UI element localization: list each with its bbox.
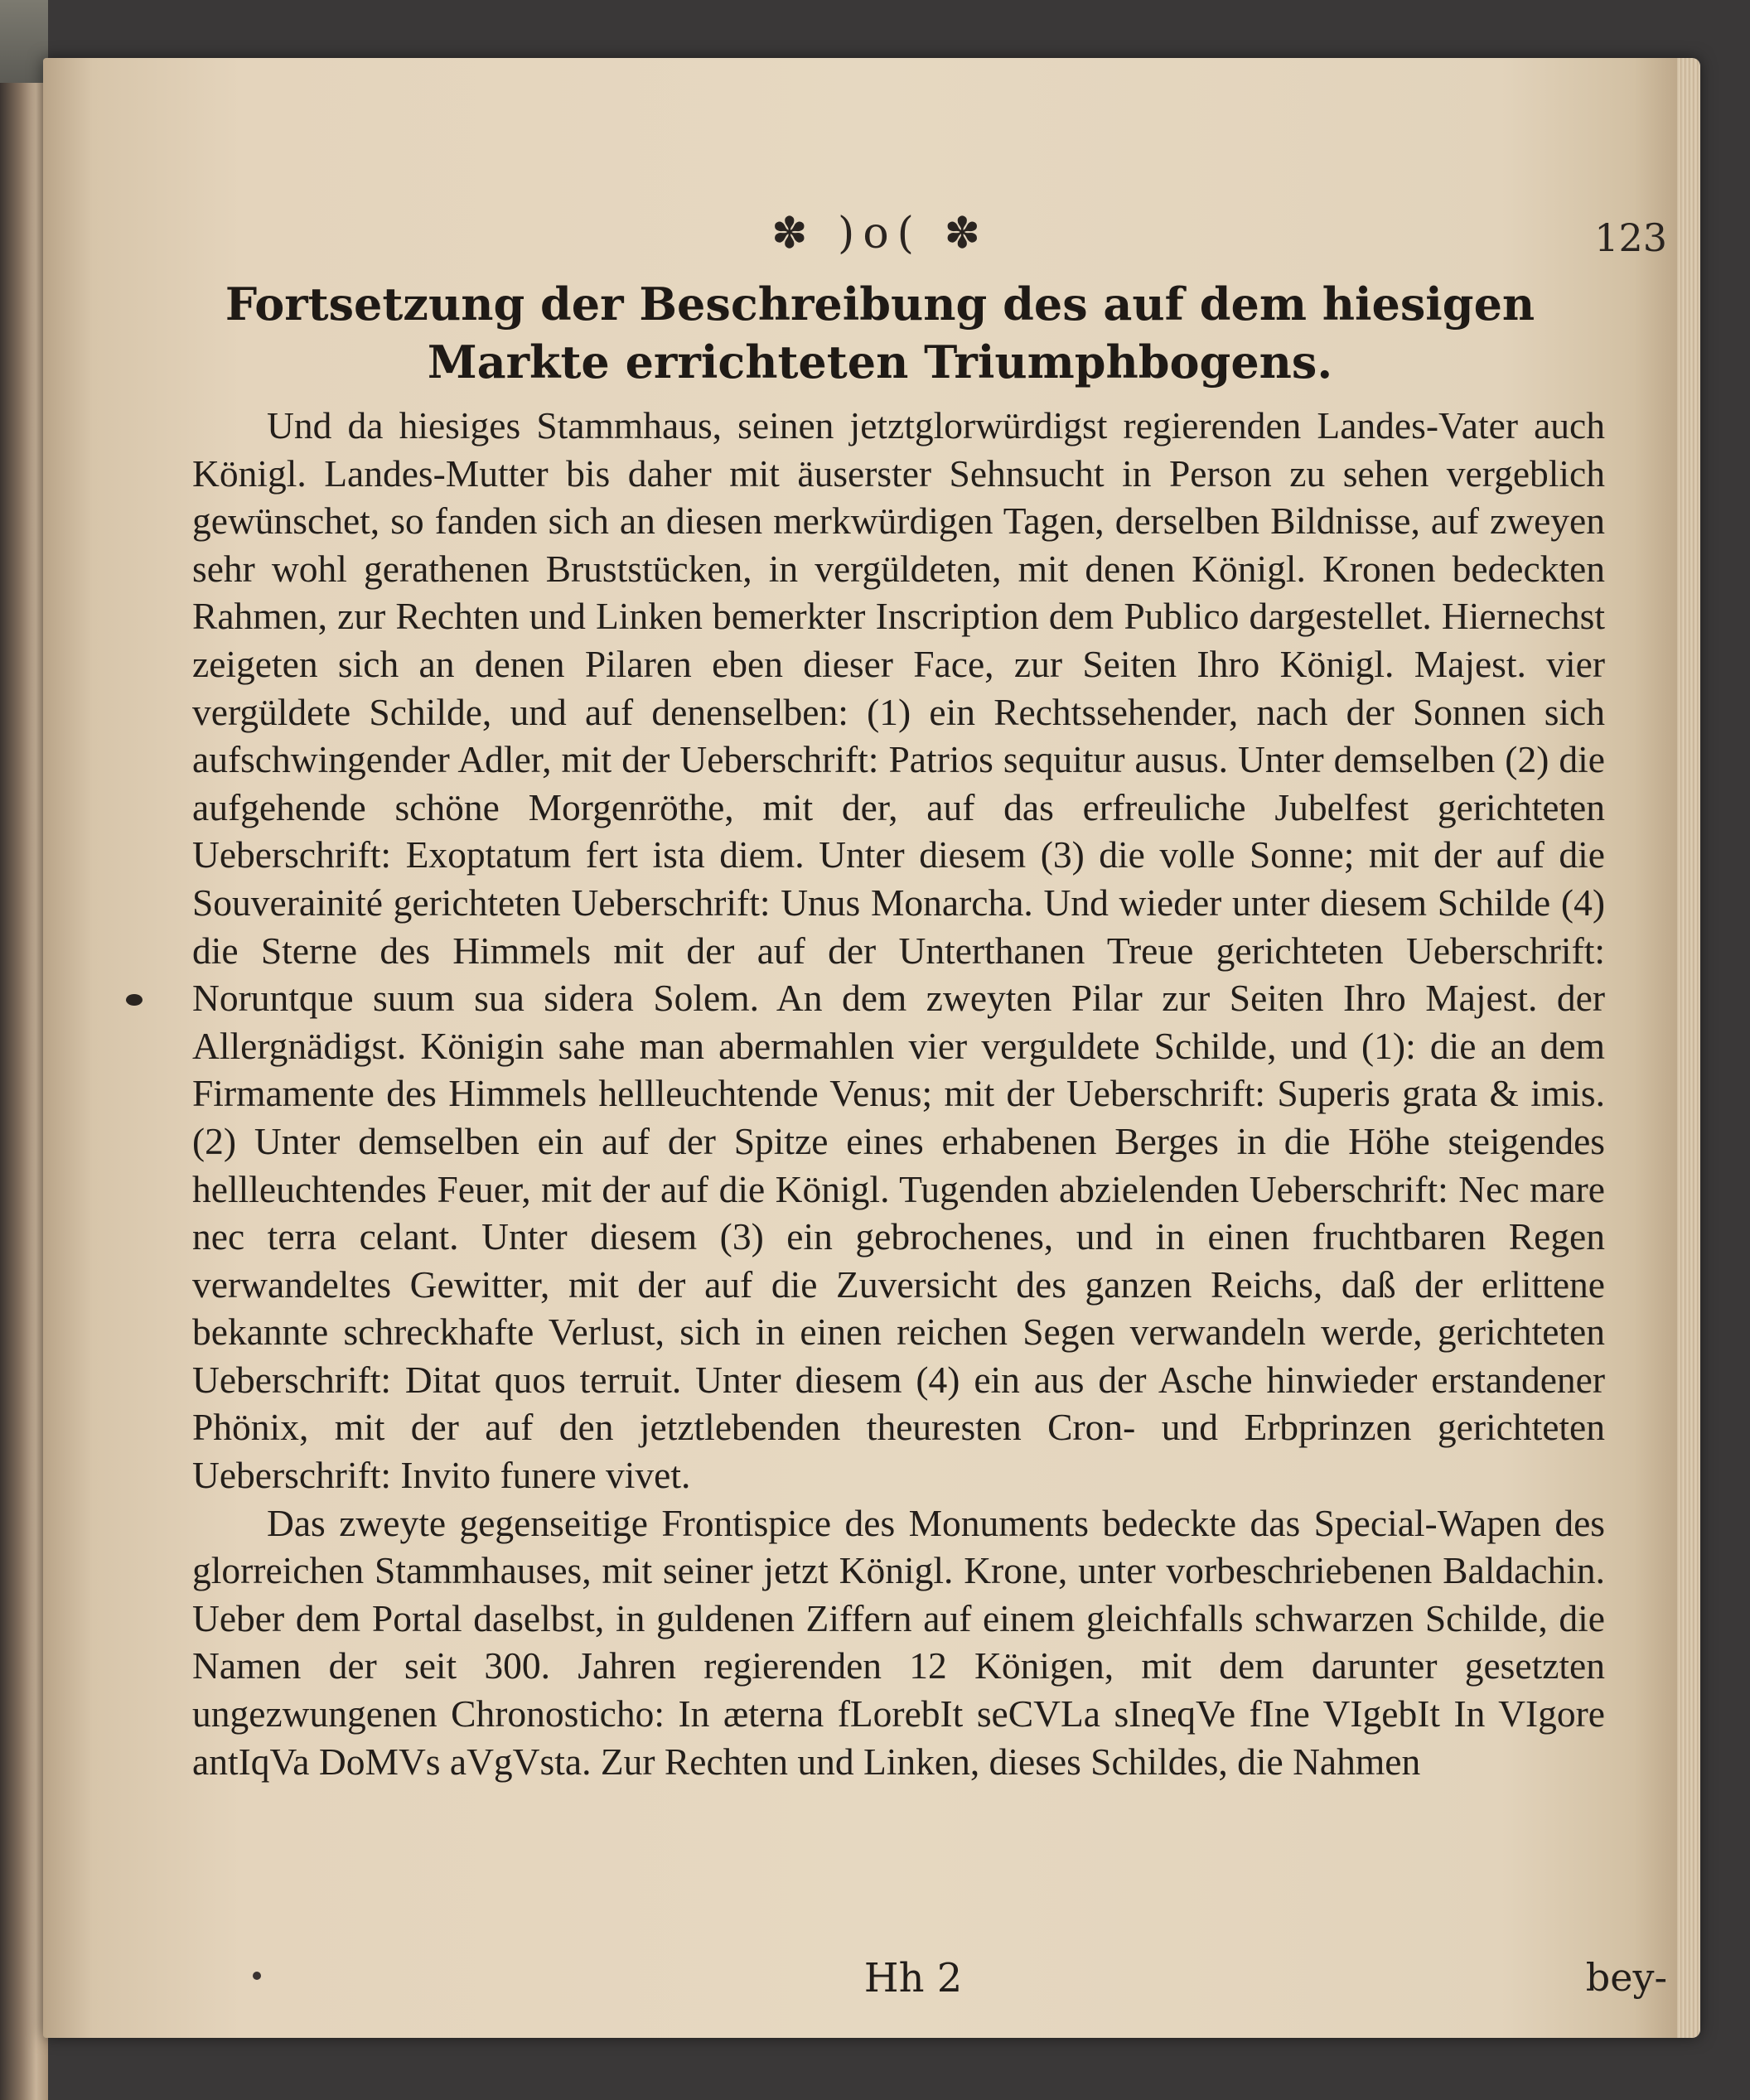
page-number: 123 [1594, 215, 1667, 260]
paragraph-1: Und da hiesiges Stammhaus, seinen jetztglorwürdigst regierenden Landes-Vater auch Königl. Landes-Mutter bis daher mit äuserster Sehnsucht in Person zu sehen vergeblich gewünschet, so fanden sich an diesen merkwürdigen Tagen, derselben Bildnisse, auf zweyen sehr wohl gerathenen Bruststücken, in vergüldeten, mit denen Königl. Kronen bedeckten Rahmen, zur Rechten und Linken bemerkter Inscription dem Publico dargestellet. Hiernechst zeigeten sich an denen Pilaren eben dieser Face, zur Seiten Ihro Königl. Majest. vier vergüldete Schilde, und auf denenselben: (1) ein Rechtssehender, nach der Sonnen sich aufschwingender Adler, mit der Ueberschrift: Patrios sequitur ausus. Unter demselben (2) die aufgehende schöne Morgenröthe, mit der, auf das erfreuliche Jubelfest gerichteten Ueberschrift: Exoptatum fert ista diem. Unter diesem (3) die volle Sonne; mit der auf die Souverainité gerichteten Ueberschrift: Unus Monarcha. Und wieder unter diesem Schilde (4) die Sterne des Himmels mit der auf der Unterthanen Treue gerichteten Ueberschrift: Noruntque suum sua sidera Solem. An dem zweyten Pilar zur Seiten Ihro Majest. der Allergnädigst. Königin sahe man abermahlen vier verguldete Schilde, und (1): die an dem Firmamente des Himmels hellleuchtende Venus; mit der Ueberschrift: Superis grata & imis. (2) Unter demselben ein auf der Spitze eines erhabenen Berges in die Höhe steigendes hellleuchtendes Feuer, mit der auf die Königl. Tugenden abzielenden Ueberschrift: Nec mare nec terra celant. Unter diesem (3) ein gebrochenes, und in einen fruchtbaren Regen verwandeltes Gewitter, mit der auf die Zuversicht des ganzen Reichs, daß der erlittene bekannte schreckhafte Verlust, sich in einen reichen Segen verwandeln werde, gerichteten Ueberschrift: Ditat quos terruit. Unter diesem (4) ein aus der Asche hinwieder erstandener Phönix, mit der auf den jetztlebenden theuresten Cron- und Erbprinzen gerichteten Ueberschrift: Invito funere vivet. [192, 404, 1605, 1497]
left-cover-board [0, 0, 48, 83]
page-content [43, 58, 1700, 2038]
body-text [192, 402, 1605, 1785]
header-ornament: ✽ )o( ✽ [771, 209, 989, 258]
margin-ink-mark [126, 994, 143, 1006]
paragraph-2: Das zweyte gegenseitige Frontispice des Monuments bedeckte das Special-Wapen des glorreichen Stammhauses, mit seiner jetzt Königl. Krone, unter vorbeschriebenen Baldachin. Ueber dem Portal daselbst, in guldenen Ziffern auf einem gleichfalls schwarzen Schilde, die Namen der seit 300. Jahren regierenden 12 Königen, mit dem darunter gesetzten ungezwungenen Chronosticho: In æterna fLorebIt seCVLa sIneqVe fIne VIgebIt In VIgore antIqVa DoMVs aVgVsta. Zur Rechten und Linken, dieses Schildes, die Nahmen [192, 1501, 1605, 1783]
book-page [43, 58, 1700, 2038]
section-title: Fortsetzung der Beschreibung des auf dem hiesigen Markte errichteten Triumphbogens. [225, 278, 1535, 389]
signature-mark: Hh 2 [863, 1955, 963, 2001]
left-page-edge [0, 0, 48, 2100]
catchword: bey- [1585, 1955, 1667, 2000]
margin-ink-dot [253, 1972, 261, 1980]
